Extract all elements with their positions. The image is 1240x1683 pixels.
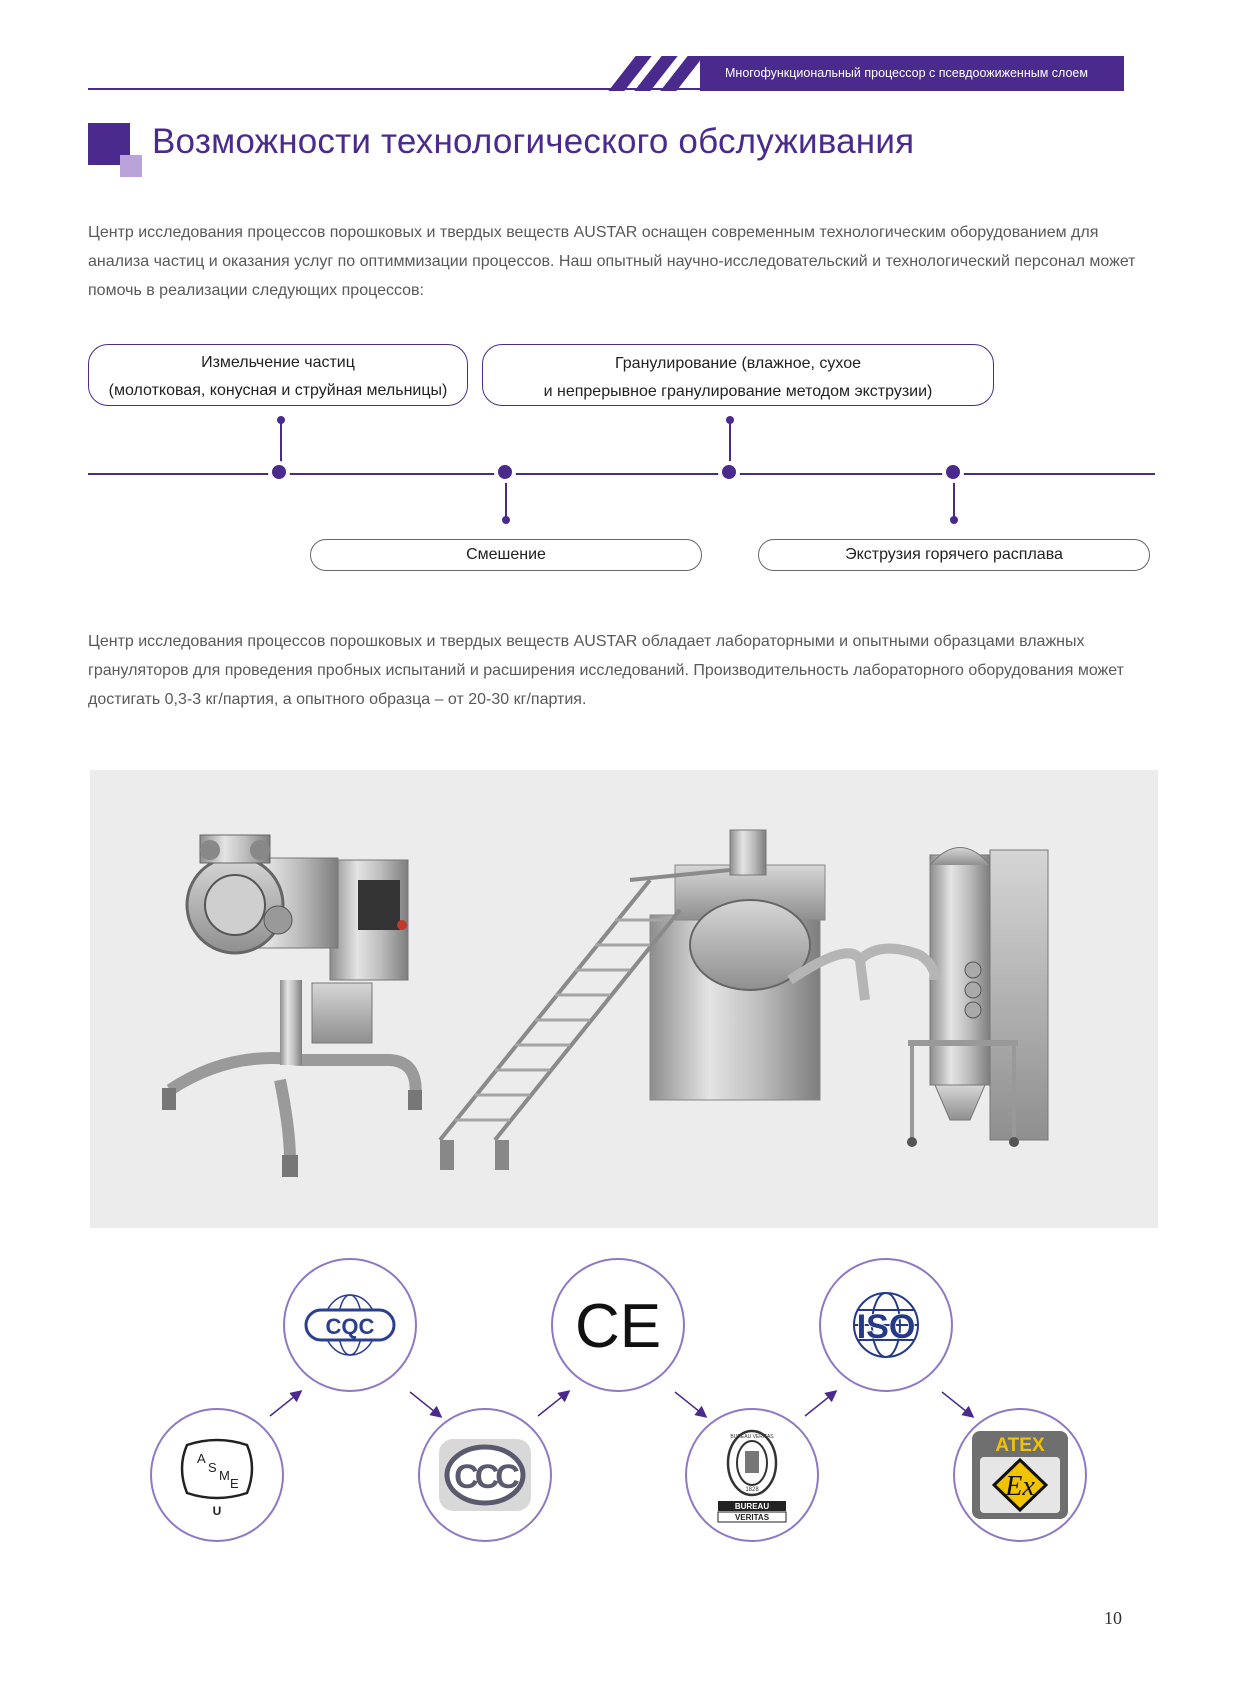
- process-label: и непрерывное гранулирование методом экструзии): [543, 383, 933, 400]
- process-label: (молотковая, конусная и струйная мельницы): [108, 382, 448, 399]
- process-box-extrusion: Экструзия горячего расплава: [758, 539, 1150, 571]
- ccc-text: CCC: [454, 1458, 516, 1496]
- process-label: Гранулирование (влажное, сухое: [615, 355, 861, 372]
- svg-text:U: U: [212, 1504, 222, 1517]
- svg-text:E: E: [230, 1476, 239, 1491]
- svg-text:M: M: [219, 1468, 230, 1483]
- cqc-text: CQC: [325, 1314, 375, 1339]
- svg-text:BUREAU: BUREAU: [734, 1502, 770, 1511]
- svg-text:BUREAU VERITAS: BUREAU VERITAS: [730, 1434, 774, 1440]
- header-banner-text: Многофункциональный процессор с псевдоожиженным слоем: [725, 66, 1088, 80]
- ce-text: CE: [575, 1295, 661, 1355]
- page-title: Возможности технологического обслуживания: [152, 122, 915, 161]
- intro-paragraph: Центр исследования процессов порошковых и твердых веществ AUSTAR оснащен современным технологическим оборудованием для анализа частиц и оказания услуг по оптиммизации процессов. Наш опытный научно-исследовательский и технологический персонал может помочь в реализации следующих процессов:: [88, 224, 1136, 299]
- arrow-icon: [270, 1392, 972, 1416]
- page-number: 10: [1104, 1608, 1122, 1628]
- iso-text: ISO: [856, 1308, 916, 1346]
- capacity-paragraph: Центр исследования процессов порошковых и твердых веществ AUSTAR обладает лабораторными и опытными образцами влажных грануляторов для проведения пробных испытаний и расширения исследований. Производительность лабораторного оборудования может достигать 0,3-3 кг/партия, а опытного образца – от 20-30 кг/партия.: [88, 633, 1124, 708]
- process-label: Измельчение частиц: [201, 354, 355, 371]
- svg-text:ATEX: ATEX: [995, 1435, 1045, 1456]
- svg-text:A: A: [197, 1451, 206, 1466]
- svg-text:1828: 1828: [745, 1487, 759, 1493]
- process-box-mixing: Смешение: [310, 539, 702, 571]
- svg-text:Ex: Ex: [1005, 1471, 1035, 1502]
- svg-text:S: S: [208, 1460, 217, 1475]
- svg-text:VERITAS: VERITAS: [734, 1513, 770, 1522]
